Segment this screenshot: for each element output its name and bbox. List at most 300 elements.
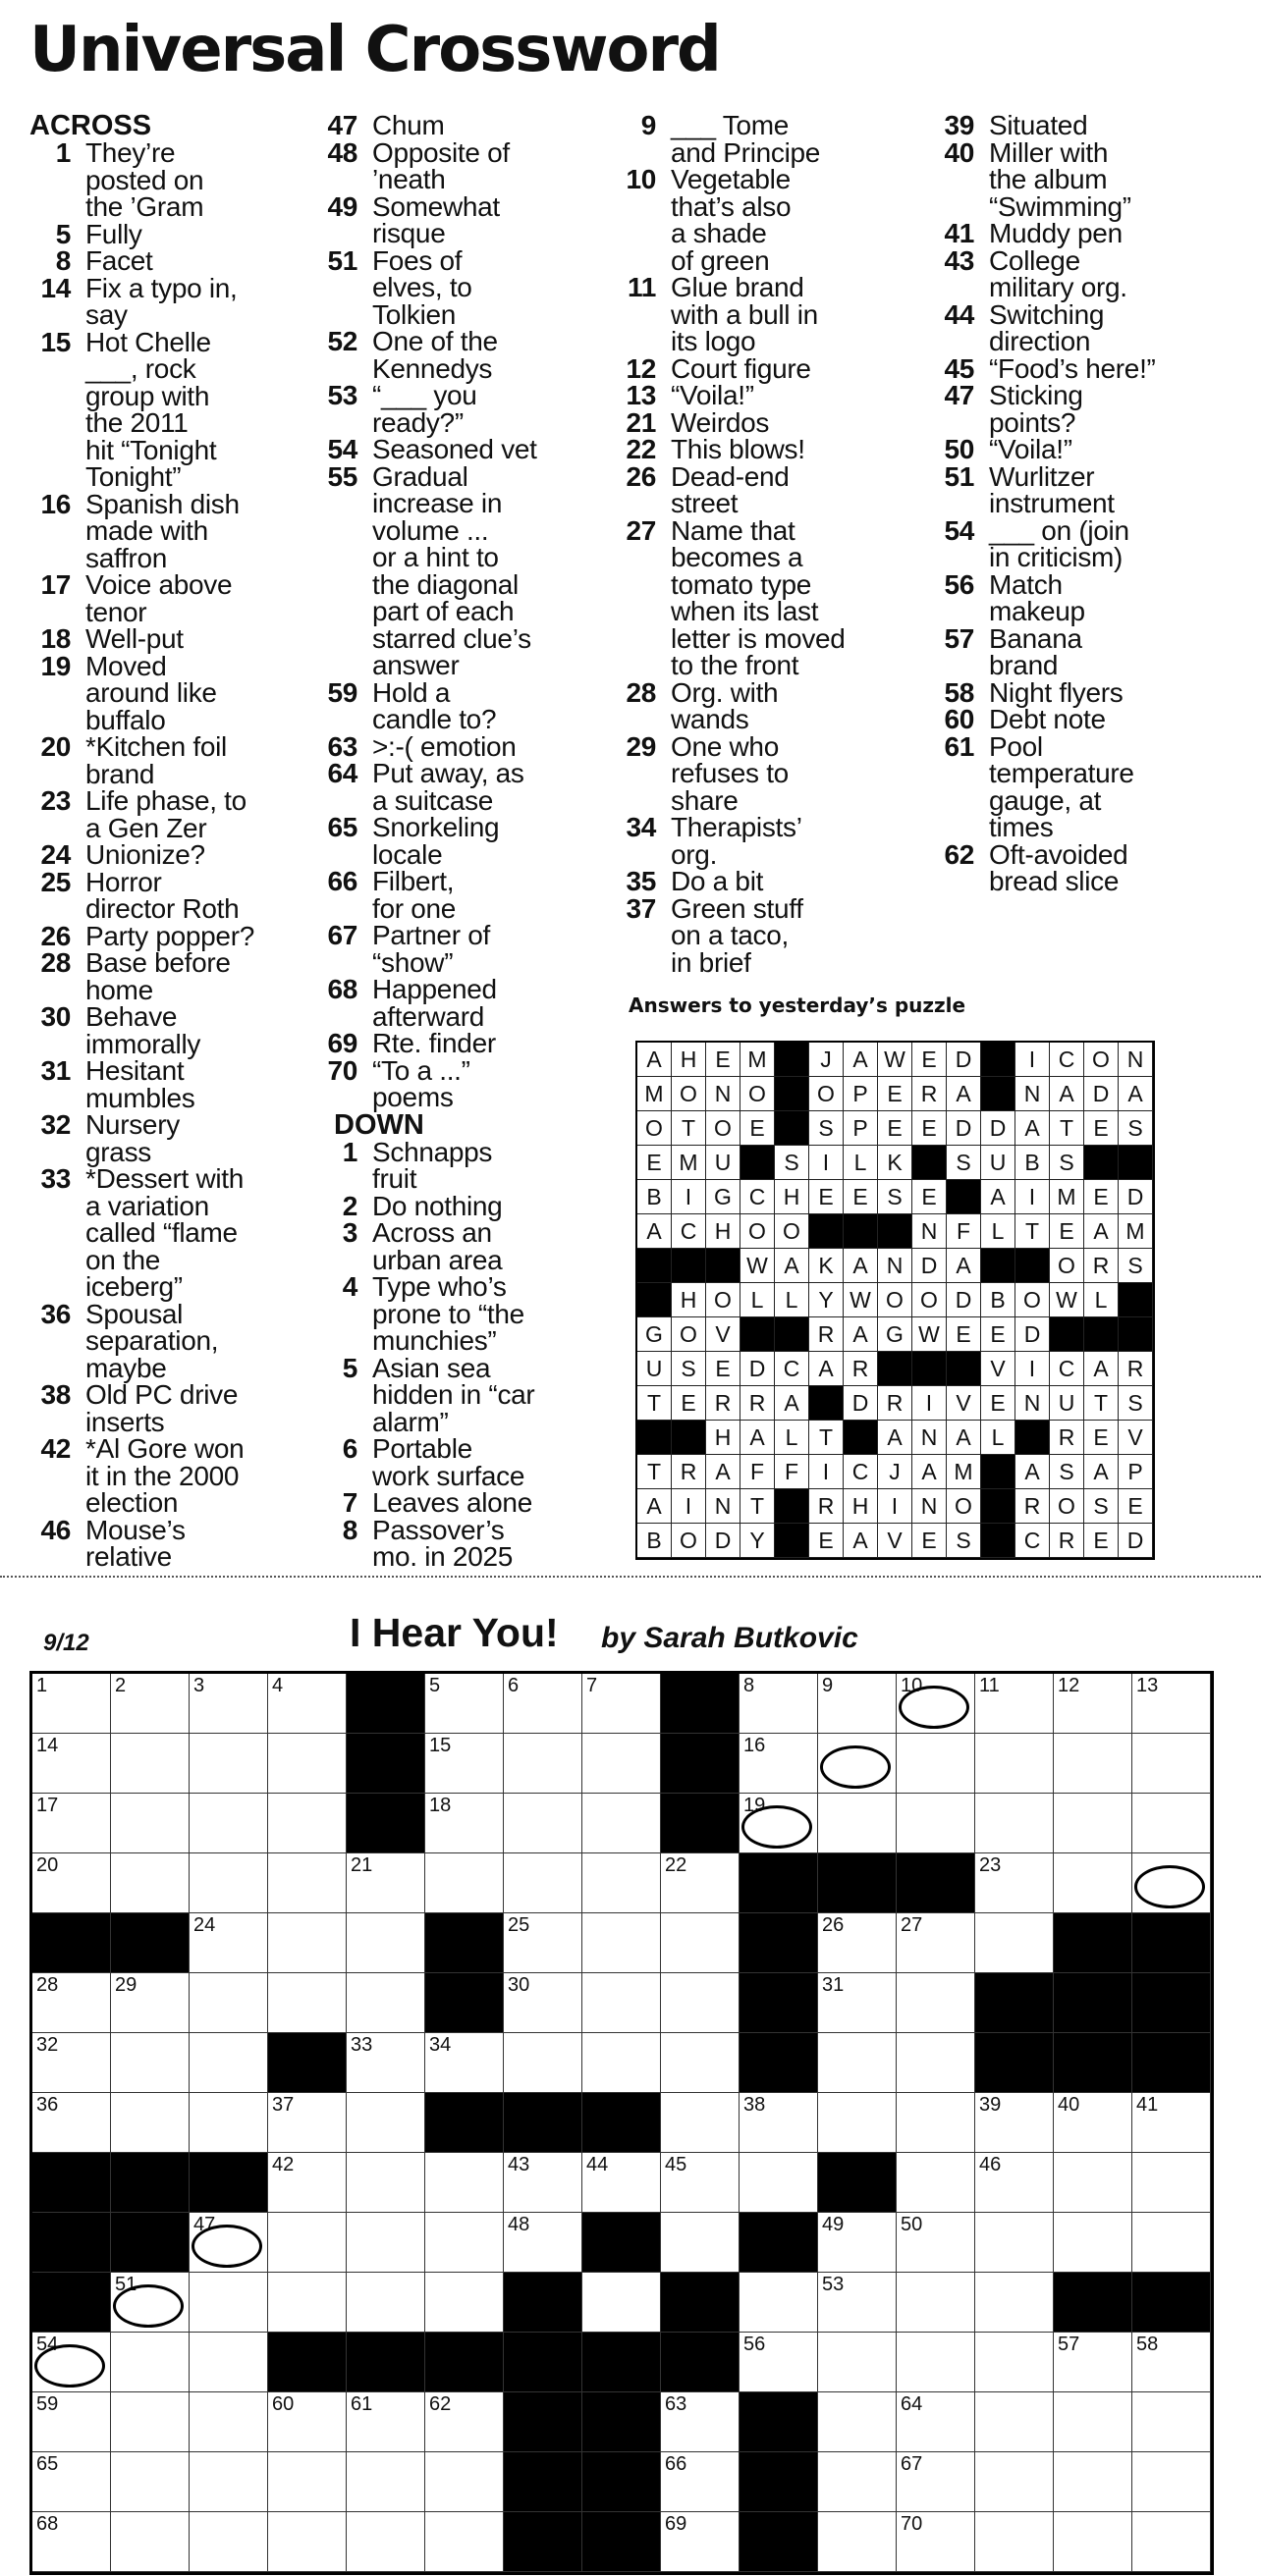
clue-line: Hot Chelle bbox=[85, 326, 211, 357]
clue-number: 27 bbox=[626, 514, 656, 546]
grid-square[interactable] bbox=[111, 2452, 190, 2512]
grid-square[interactable] bbox=[425, 2392, 504, 2452]
grid-square[interactable] bbox=[897, 2452, 975, 2512]
square-number: 38 bbox=[743, 2094, 766, 2116]
clue-line: This blows! bbox=[671, 434, 805, 464]
square-number: 56 bbox=[743, 2334, 766, 2355]
grid-square[interactable] bbox=[111, 2033, 190, 2093]
grid-square[interactable] bbox=[818, 2392, 897, 2452]
clue-text bbox=[357, 328, 498, 382]
grid-square[interactable] bbox=[1054, 1794, 1132, 1853]
grid-square[interactable] bbox=[1132, 2093, 1211, 2153]
grid-black-square bbox=[897, 1853, 975, 1913]
grid-square[interactable] bbox=[190, 2093, 268, 2153]
grid-square[interactable] bbox=[1054, 2213, 1132, 2273]
grid-square[interactable] bbox=[347, 1973, 425, 2033]
grid-square[interactable] bbox=[582, 1734, 661, 1794]
grid-square[interactable] bbox=[111, 2392, 190, 2452]
clue-line: to the front bbox=[671, 650, 799, 680]
grid-black-square bbox=[1132, 1973, 1211, 2033]
answer-letter-cell: A bbox=[1084, 1455, 1119, 1489]
answer-letter-cell: R bbox=[1015, 1489, 1050, 1524]
grid-circled-square[interactable] bbox=[32, 2333, 111, 2392]
square-number: 45 bbox=[665, 2154, 687, 2175]
grid-square[interactable] bbox=[504, 1794, 582, 1853]
answer-black-cell bbox=[1119, 1317, 1153, 1352]
square-number: 11 bbox=[979, 1675, 1000, 1696]
grid-square[interactable] bbox=[504, 2033, 582, 2093]
clue-line: Behave bbox=[85, 1001, 178, 1032]
answer-letter-cell: C bbox=[1050, 1043, 1084, 1077]
clue-number: 15 bbox=[40, 326, 71, 357]
grid-square[interactable] bbox=[1054, 2333, 1132, 2392]
grid-square[interactable] bbox=[1132, 2392, 1211, 2452]
clue-item bbox=[316, 244, 611, 330]
clue-number: 62 bbox=[944, 838, 974, 870]
grid-square[interactable] bbox=[347, 2153, 425, 2213]
grid-square[interactable] bbox=[975, 2333, 1054, 2392]
grid-square[interactable] bbox=[582, 1973, 661, 2033]
grid-square[interactable] bbox=[661, 2093, 740, 2153]
grid-square[interactable] bbox=[111, 2512, 190, 2572]
clue-column-2 bbox=[316, 112, 611, 1571]
grid-square[interactable] bbox=[975, 2452, 1054, 2512]
grid-square[interactable] bbox=[32, 1973, 111, 2033]
grid-black-square bbox=[740, 2452, 818, 2512]
clue-number: 33 bbox=[40, 1163, 71, 1194]
grid-square[interactable] bbox=[1132, 1794, 1211, 1853]
clue-number: 44 bbox=[944, 298, 974, 330]
clue-text bbox=[974, 730, 1134, 842]
clue-line: a suitcase bbox=[372, 784, 494, 816]
answer-letter-cell: M bbox=[672, 1146, 706, 1180]
grid-square[interactable] bbox=[975, 1853, 1054, 1913]
clue-text bbox=[71, 571, 232, 625]
answer-letter-cell: A bbox=[947, 1249, 981, 1283]
grid-square[interactable] bbox=[504, 1853, 582, 1913]
answer-letter-cell: O bbox=[672, 1077, 706, 1111]
square-number: 3 bbox=[193, 1675, 205, 1696]
grid-square[interactable] bbox=[661, 2452, 740, 2512]
answer-letter-cell: A bbox=[947, 1077, 981, 1111]
grid-square[interactable] bbox=[190, 2033, 268, 2093]
grid-square[interactable] bbox=[975, 1674, 1054, 1734]
clue-line: or a hint to bbox=[372, 542, 499, 572]
grid-square[interactable] bbox=[897, 1794, 975, 1853]
grid-square[interactable] bbox=[425, 1674, 504, 1734]
grid-square[interactable] bbox=[661, 1853, 740, 1913]
clue-number: 35 bbox=[626, 866, 656, 896]
grid-black-square bbox=[32, 2153, 111, 2213]
clue-line: brand bbox=[989, 650, 1059, 680]
grid-square[interactable] bbox=[975, 1913, 1054, 1973]
grid-circled-square[interactable] bbox=[818, 1734, 897, 1794]
answer-black-cell bbox=[878, 1214, 912, 1249]
clue-line: instrument bbox=[989, 488, 1115, 518]
clue-line: on the bbox=[85, 1244, 161, 1275]
grid-square[interactable] bbox=[740, 1734, 818, 1794]
grid-square[interactable] bbox=[897, 2333, 975, 2392]
grid-square[interactable] bbox=[975, 2392, 1054, 2452]
grid-square[interactable] bbox=[268, 2213, 347, 2273]
answer-letter-cell: D bbox=[947, 1283, 981, 1317]
grid-square[interactable] bbox=[32, 2452, 111, 2512]
grid-square[interactable] bbox=[425, 2273, 504, 2333]
square-number: 13 bbox=[1136, 1675, 1159, 1696]
grid-square[interactable] bbox=[425, 1734, 504, 1794]
grid-square[interactable] bbox=[818, 1674, 897, 1734]
grid-square[interactable] bbox=[1132, 2452, 1211, 2512]
grid-circled-square[interactable] bbox=[1132, 1853, 1211, 1913]
clue-line: Dead-end bbox=[671, 460, 790, 492]
grid-square[interactable] bbox=[111, 1794, 190, 1853]
clue-line: Do nothing bbox=[372, 1190, 503, 1221]
grid-square[interactable] bbox=[1132, 1734, 1211, 1794]
square-number: 58 bbox=[1136, 2334, 1159, 2355]
grid-square[interactable] bbox=[190, 1794, 268, 1853]
clue-number: 37 bbox=[626, 892, 656, 924]
answer-letter-cell: V bbox=[981, 1352, 1015, 1386]
grid-square[interactable] bbox=[975, 1734, 1054, 1794]
grid-square[interactable] bbox=[1054, 2093, 1132, 2153]
answer-letter-cell: O bbox=[1050, 1489, 1084, 1524]
grid-square[interactable] bbox=[347, 2512, 425, 2572]
grid-square[interactable] bbox=[1132, 2213, 1211, 2273]
grid-square[interactable] bbox=[818, 1973, 897, 2033]
grid-square[interactable] bbox=[582, 2033, 661, 2093]
clue-number: 22 bbox=[626, 434, 656, 464]
grid-square[interactable] bbox=[818, 2512, 897, 2572]
answer-letter-cell: E bbox=[1084, 1421, 1119, 1455]
grid-square[interactable] bbox=[897, 2273, 975, 2333]
grid-square[interactable] bbox=[190, 2512, 268, 2572]
answer-letter-cell: U bbox=[1050, 1386, 1084, 1421]
grid-square[interactable] bbox=[268, 2452, 347, 2512]
answer-black-cell bbox=[775, 1043, 809, 1077]
grid-square[interactable] bbox=[32, 1853, 111, 1913]
grid-square[interactable] bbox=[661, 1913, 740, 1973]
clue-item bbox=[316, 436, 611, 463]
grid-square[interactable] bbox=[582, 2273, 661, 2333]
clue-line: and Principe bbox=[671, 136, 821, 168]
answer-letter-cell: F bbox=[947, 1214, 981, 1249]
clue-text bbox=[656, 676, 779, 734]
grid-square[interactable] bbox=[897, 2512, 975, 2572]
grid-black-square bbox=[347, 1794, 425, 1853]
answer-letter-cell: S bbox=[775, 1146, 809, 1180]
clue-line: relative bbox=[85, 1541, 172, 1572]
grid-square[interactable] bbox=[740, 2333, 818, 2392]
grid-square[interactable] bbox=[975, 2512, 1054, 2572]
clue-text bbox=[357, 868, 456, 922]
clue-text bbox=[71, 949, 231, 1003]
grid-square[interactable] bbox=[1054, 2512, 1132, 2572]
answer-letter-cell: C bbox=[1050, 1352, 1084, 1386]
grid-square[interactable] bbox=[661, 2153, 740, 2213]
clue-item bbox=[615, 352, 929, 384]
clue-text bbox=[357, 1435, 524, 1489]
clue-line: group with bbox=[85, 380, 210, 411]
grid-square[interactable] bbox=[1132, 1674, 1211, 1734]
grid-square[interactable] bbox=[190, 1734, 268, 1794]
square-number: 50 bbox=[901, 2214, 923, 2235]
grid-square[interactable] bbox=[268, 2512, 347, 2572]
grid-square[interactable] bbox=[190, 1973, 268, 2033]
clue-text bbox=[357, 190, 500, 248]
grid-square[interactable] bbox=[347, 2213, 425, 2273]
grid-square[interactable] bbox=[661, 2033, 740, 2093]
grid-square[interactable] bbox=[268, 1794, 347, 1853]
grid-square[interactable] bbox=[32, 1794, 111, 1853]
clue-line: say bbox=[85, 299, 128, 330]
grid-square[interactable] bbox=[582, 2153, 661, 2213]
clue-text bbox=[656, 460, 790, 518]
grid-square[interactable] bbox=[190, 2392, 268, 2452]
clue-line: One of the bbox=[372, 326, 498, 356]
clue-number: 60 bbox=[944, 704, 974, 734]
grid-square[interactable] bbox=[347, 1853, 425, 1913]
grid-square[interactable] bbox=[818, 2093, 897, 2153]
square-number: 4 bbox=[272, 1675, 284, 1696]
grid-square[interactable] bbox=[1054, 1734, 1132, 1794]
answer-black-cell bbox=[672, 1249, 706, 1283]
clue-item bbox=[29, 1381, 324, 1435]
grid-square[interactable] bbox=[425, 2033, 504, 2093]
grid-square[interactable] bbox=[740, 2093, 818, 2153]
grid-square[interactable] bbox=[975, 2093, 1054, 2153]
grid-square[interactable] bbox=[425, 2452, 504, 2512]
grid-square[interactable] bbox=[504, 1734, 582, 1794]
square-number: 67 bbox=[901, 2453, 923, 2475]
grid-square[interactable] bbox=[111, 1674, 190, 1734]
grid-square[interactable] bbox=[740, 2153, 818, 2213]
grid-square[interactable] bbox=[1054, 1674, 1132, 1734]
grid-square[interactable] bbox=[1054, 2153, 1132, 2213]
grid-square[interactable] bbox=[425, 1853, 504, 1913]
grid-black-square bbox=[190, 2153, 268, 2213]
grid-square[interactable] bbox=[268, 2153, 347, 2213]
grid-square[interactable] bbox=[897, 2153, 975, 2213]
clue-line: afterward bbox=[372, 1000, 485, 1032]
grid-square[interactable] bbox=[425, 2153, 504, 2213]
answer-letter-cell: M bbox=[1119, 1214, 1153, 1249]
grid-square[interactable] bbox=[268, 1674, 347, 1734]
grid-square[interactable] bbox=[897, 2392, 975, 2452]
clue-line: in criticism) bbox=[989, 542, 1124, 572]
clue-number: 52 bbox=[327, 326, 357, 356]
clue-text bbox=[974, 112, 1087, 139]
grid-square[interactable] bbox=[661, 2512, 740, 2572]
square-number: 30 bbox=[508, 1974, 530, 1996]
square-number: 25 bbox=[508, 1914, 530, 1936]
square-number: 69 bbox=[665, 2513, 687, 2535]
clue-line: around like bbox=[85, 677, 217, 708]
grid-square[interactable] bbox=[818, 2333, 897, 2392]
square-number: 70 bbox=[901, 2513, 923, 2535]
grid-square[interactable] bbox=[111, 1853, 190, 1913]
answer-letter-cell: A bbox=[844, 1317, 878, 1352]
grid-square[interactable] bbox=[111, 1973, 190, 2033]
grid-square[interactable] bbox=[504, 2213, 582, 2273]
grid-square[interactable] bbox=[975, 2273, 1054, 2333]
grid-square[interactable] bbox=[32, 2093, 111, 2153]
grid-square[interactable] bbox=[661, 2213, 740, 2273]
grid-square[interactable] bbox=[897, 2093, 975, 2153]
grid-square[interactable] bbox=[425, 2512, 504, 2572]
grid-square[interactable] bbox=[661, 1973, 740, 2033]
grid-square[interactable] bbox=[268, 1853, 347, 1913]
answer-letter-cell: I bbox=[912, 1386, 947, 1421]
clue-number: 28 bbox=[40, 947, 71, 978]
clue-text bbox=[357, 760, 524, 814]
grid-square[interactable] bbox=[347, 2093, 425, 2153]
clue-number: 48 bbox=[327, 136, 357, 168]
grid-square[interactable] bbox=[347, 2392, 425, 2452]
grid-square[interactable] bbox=[1132, 2153, 1211, 2213]
grid-square[interactable] bbox=[111, 1734, 190, 1794]
grid-square[interactable] bbox=[1054, 1853, 1132, 1913]
grid-square[interactable] bbox=[818, 1794, 897, 1853]
grid-square[interactable] bbox=[111, 2333, 190, 2392]
square-number: 10 bbox=[901, 1675, 923, 1696]
grid-square[interactable] bbox=[740, 2273, 818, 2333]
grid-square[interactable] bbox=[32, 1734, 111, 1794]
answer-letter-cell: R bbox=[706, 1386, 740, 1421]
answer-letter-cell: A bbox=[1015, 1111, 1050, 1146]
grid-square[interactable] bbox=[897, 2213, 975, 2273]
grid-square[interactable] bbox=[347, 1913, 425, 1973]
grid-square[interactable] bbox=[268, 2273, 347, 2333]
grid-square[interactable] bbox=[504, 1913, 582, 1973]
grid-square[interactable] bbox=[190, 1913, 268, 1973]
grid-square[interactable] bbox=[425, 1794, 504, 1853]
grid-black-square bbox=[740, 1853, 818, 1913]
grid-square[interactable] bbox=[818, 1913, 897, 1973]
grid-square[interactable] bbox=[268, 1734, 347, 1794]
grid-square[interactable] bbox=[818, 2273, 897, 2333]
answer-letter-cell: J bbox=[878, 1455, 912, 1489]
grid-square[interactable] bbox=[32, 2033, 111, 2093]
grid-square[interactable] bbox=[582, 1853, 661, 1913]
grid-square[interactable] bbox=[975, 2213, 1054, 2273]
grid-square[interactable] bbox=[897, 2033, 975, 2093]
clue-item bbox=[316, 112, 611, 139]
grid-square[interactable] bbox=[190, 1674, 268, 1734]
grid-square[interactable] bbox=[347, 2273, 425, 2333]
clue-text bbox=[71, 1111, 180, 1165]
clue-text bbox=[656, 730, 789, 816]
grid-square[interactable] bbox=[268, 1973, 347, 2033]
grid-square[interactable] bbox=[425, 2213, 504, 2273]
clue-text bbox=[71, 841, 205, 869]
grid-square[interactable] bbox=[504, 1674, 582, 1734]
grid-square[interactable] bbox=[582, 1674, 661, 1734]
grid-square[interactable] bbox=[582, 1913, 661, 1973]
grid-circled-square[interactable] bbox=[740, 1794, 818, 1853]
grid-black-square bbox=[268, 2033, 347, 2093]
answer-letter-cell: L bbox=[775, 1421, 809, 1455]
grid-square[interactable] bbox=[975, 1794, 1054, 1853]
grid-circled-square[interactable] bbox=[111, 2273, 190, 2333]
grid-square[interactable] bbox=[661, 2392, 740, 2452]
clue-line: for one bbox=[372, 892, 457, 924]
clue-line: Night flyers bbox=[989, 676, 1124, 708]
grid-square[interactable] bbox=[347, 2033, 425, 2093]
grid-square[interactable] bbox=[268, 2093, 347, 2153]
grid-square[interactable] bbox=[32, 1674, 111, 1734]
grid-square[interactable] bbox=[268, 2392, 347, 2452]
grid-square[interactable] bbox=[347, 2452, 425, 2512]
grid-square[interactable] bbox=[818, 2452, 897, 2512]
grid-square[interactable] bbox=[740, 1674, 818, 1734]
clue-text bbox=[357, 112, 445, 139]
clue-line: Well-put bbox=[85, 623, 184, 654]
clue-item bbox=[615, 406, 929, 438]
answer-letter-cell: H bbox=[672, 1283, 706, 1317]
clue-line: munchies” bbox=[372, 1325, 497, 1356]
answer-black-cell bbox=[844, 1214, 878, 1249]
square-number: 24 bbox=[193, 1914, 216, 1936]
clue-number: 40 bbox=[944, 136, 974, 168]
clue-line: Party popper? bbox=[85, 920, 254, 951]
clue-line: hidden in “car bbox=[372, 1379, 535, 1410]
grid-circled-square[interactable] bbox=[897, 1674, 975, 1734]
grid-black-square bbox=[425, 1973, 504, 2033]
grid-square[interactable] bbox=[897, 1913, 975, 1973]
grid-square[interactable] bbox=[268, 1913, 347, 1973]
grid-square[interactable] bbox=[504, 2153, 582, 2213]
grid-square[interactable] bbox=[190, 1853, 268, 1913]
grid-square[interactable] bbox=[975, 2153, 1054, 2213]
grid-square[interactable] bbox=[32, 2512, 111, 2572]
answer-black-cell bbox=[912, 1352, 947, 1386]
grid-square[interactable] bbox=[111, 2093, 190, 2153]
clue-line: becomes a bbox=[671, 542, 803, 572]
clue-line: locale bbox=[372, 838, 443, 870]
grid-black-square bbox=[111, 2153, 190, 2213]
grid-square[interactable] bbox=[190, 2333, 268, 2392]
clue-line: fruit bbox=[372, 1163, 417, 1194]
grid-square[interactable] bbox=[504, 1973, 582, 2033]
grid-square[interactable] bbox=[897, 1973, 975, 2033]
square-number: 47 bbox=[193, 2214, 216, 2235]
grid-square[interactable] bbox=[190, 2452, 268, 2512]
clue-item bbox=[29, 650, 324, 735]
answer-letter-cell: I bbox=[809, 1455, 844, 1489]
answer-black-cell bbox=[1084, 1146, 1119, 1180]
grid-square[interactable] bbox=[897, 1734, 975, 1794]
clue-line: Spanish dish bbox=[85, 488, 240, 519]
answer-black-cell bbox=[775, 1317, 809, 1352]
clue-line: the diagonal bbox=[372, 568, 519, 600]
grid-square[interactable] bbox=[32, 2392, 111, 2452]
grid-circled-square[interactable] bbox=[190, 2213, 268, 2273]
grid-square[interactable] bbox=[818, 2213, 897, 2273]
grid-square[interactable] bbox=[1132, 2512, 1211, 2572]
clue-item bbox=[316, 814, 611, 868]
clue-line: times bbox=[989, 812, 1054, 842]
grid-square[interactable] bbox=[1054, 2452, 1132, 2512]
grid-square[interactable] bbox=[1132, 2333, 1211, 2392]
grid-square[interactable] bbox=[582, 1794, 661, 1853]
answer-letter-cell: E bbox=[1084, 1524, 1119, 1558]
grid-square[interactable] bbox=[1054, 2392, 1132, 2452]
grid-square[interactable] bbox=[818, 2033, 897, 2093]
square-number: 9 bbox=[822, 1675, 834, 1696]
clue-item bbox=[933, 568, 1257, 626]
grid-square[interactable] bbox=[190, 2273, 268, 2333]
clue-text bbox=[656, 406, 770, 438]
